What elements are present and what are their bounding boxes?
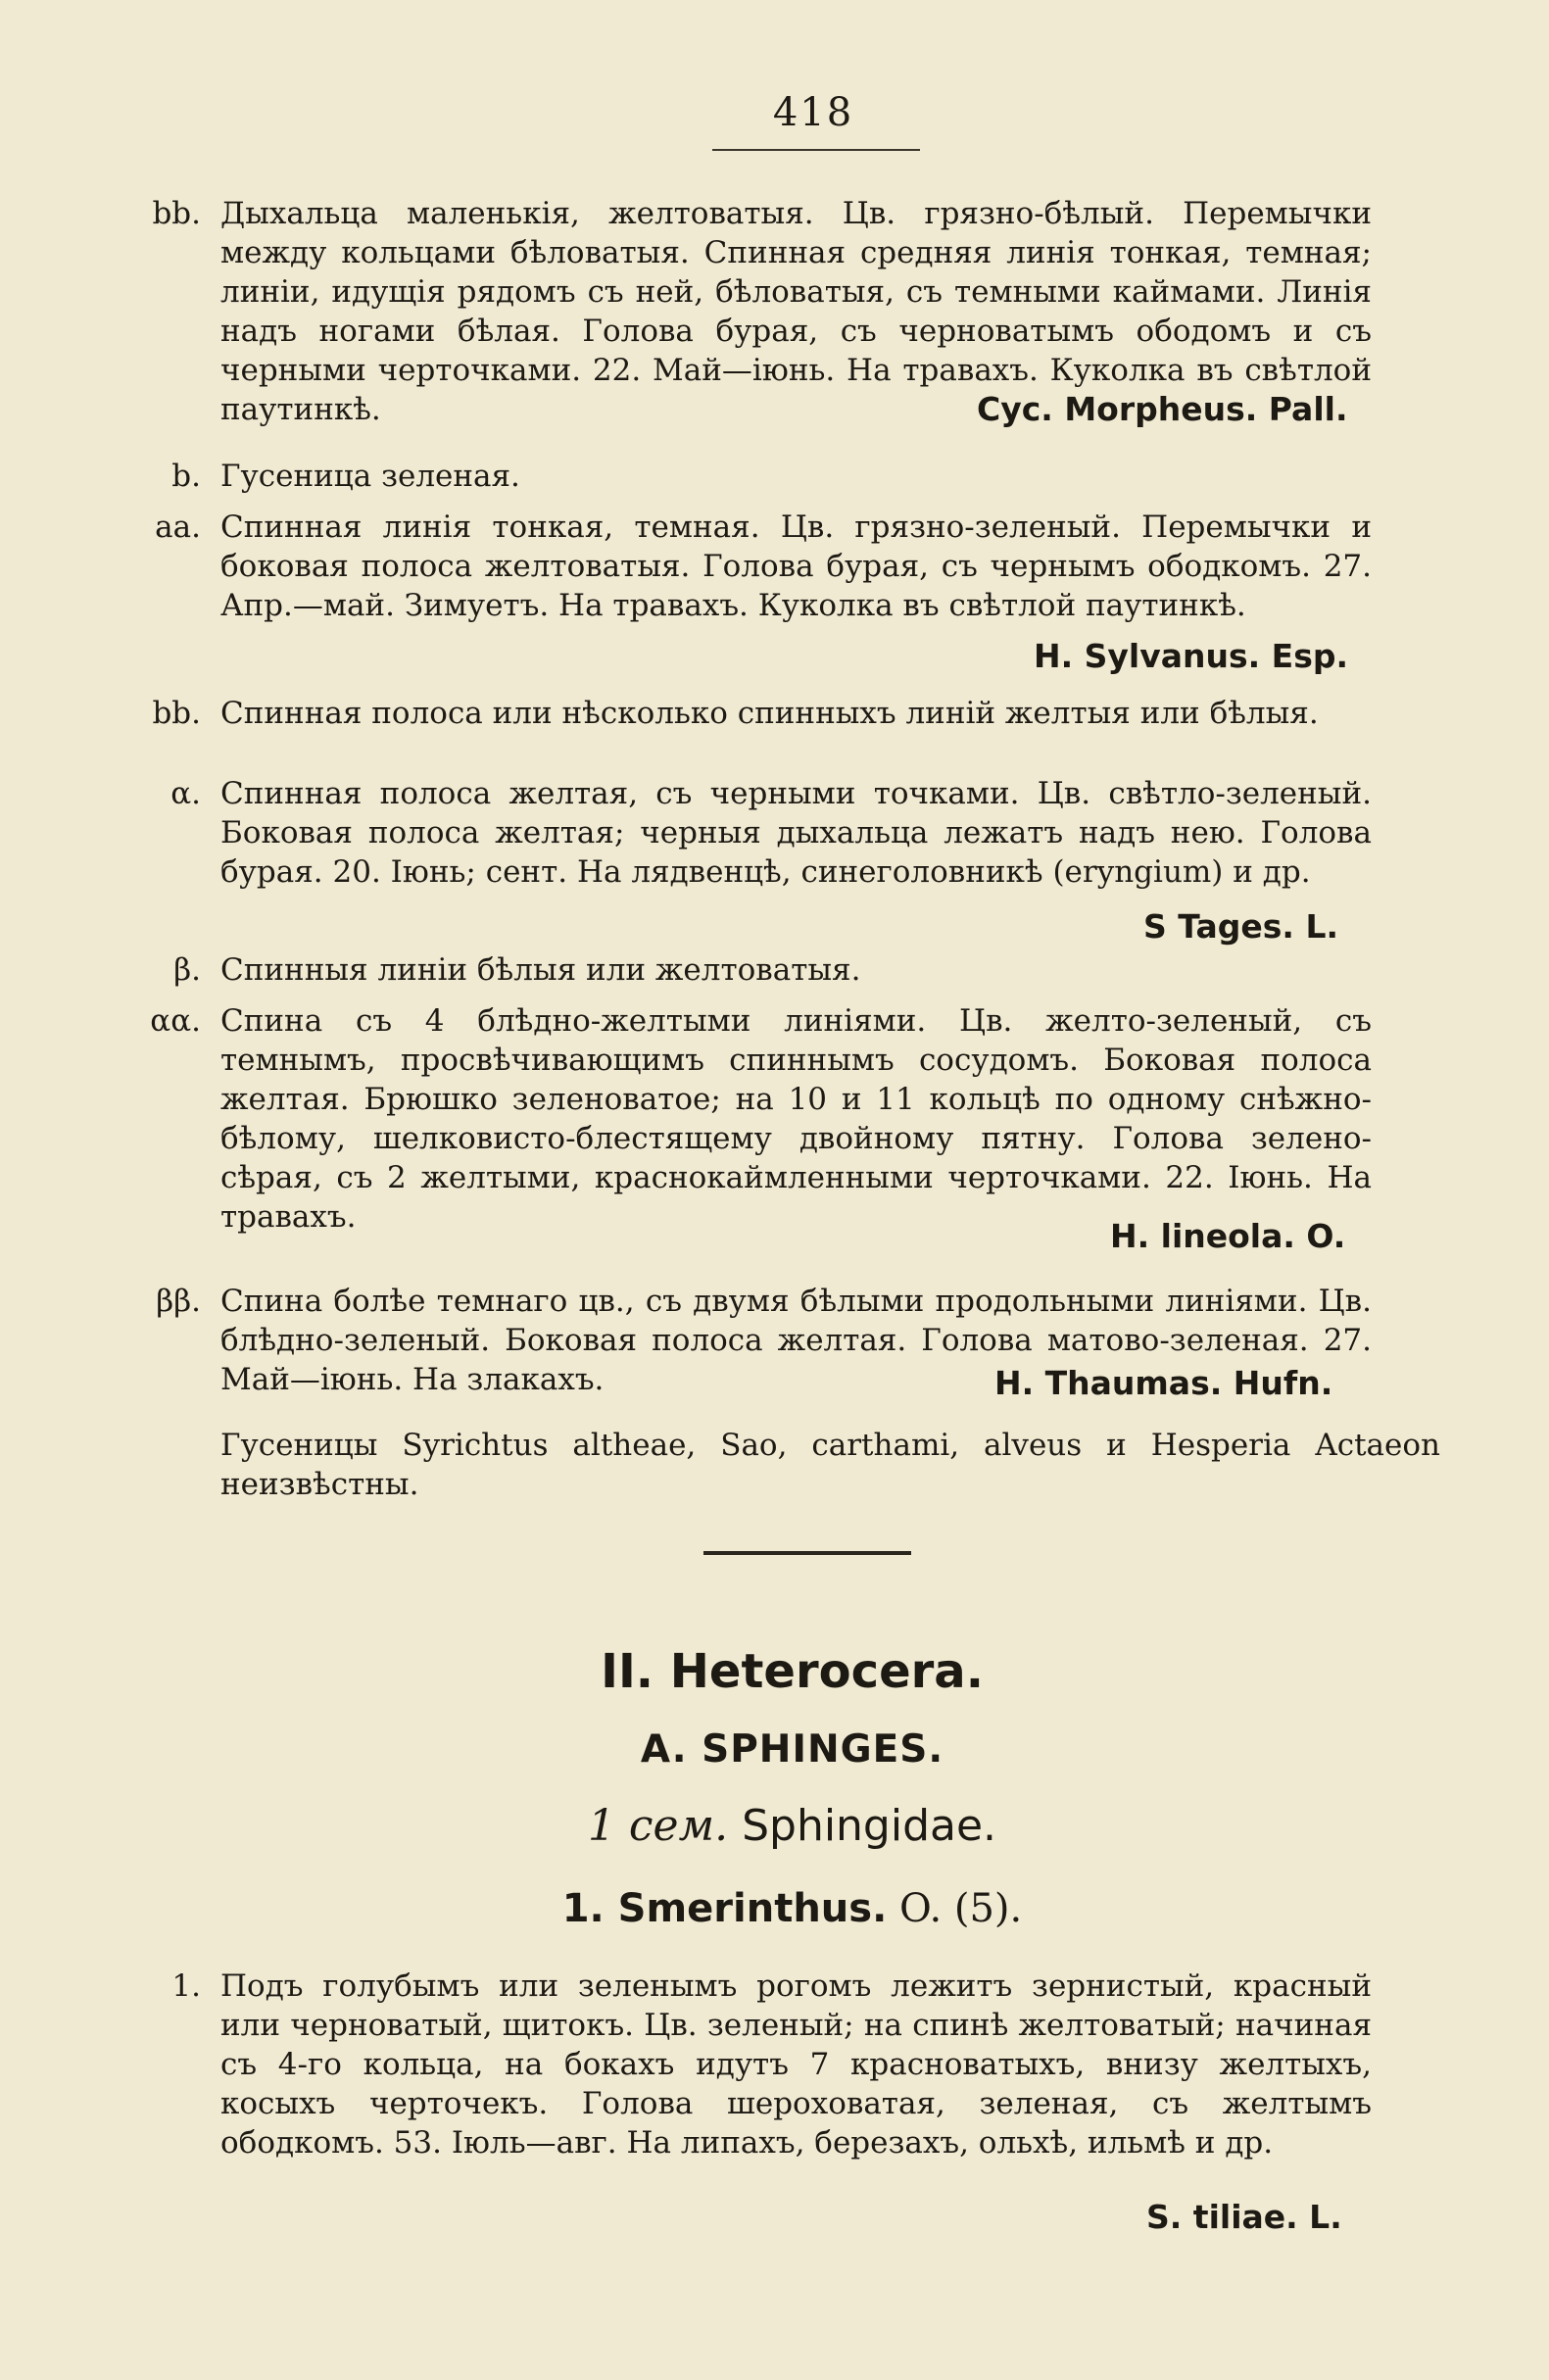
species-name: H. Sylvanus. Esp.: [1034, 637, 1349, 675]
entry-text: Спина съ 4 блѣдно-желтыми линіями. Цв. желто-зеленый, съ темнымъ, просвѣчивающимъ спиннымъ сосудомъ. Боковая полоса желтая. Брюшко зеленоватое; на 10 и 11 кольцѣ по одному снѣжно-бѣлому, шелковисто-блестящему двойному пятну. Голова зелено-сѣрая, съ 2 желтыми, краснокаймленными черточками. 22. Іюнь. На травахъ.: [220, 1003, 1372, 1235]
unknown-caterpillars-note: Гусеницы Syrichtus altheae, Sao, carthami, alveus и Hesperia Actaeon неизвѣстны.: [220, 1428, 1440, 1502]
key-entry: [132, 1001, 1406, 1266]
entry-marker: aa.: [155, 510, 201, 545]
section-subtitle: A. SPHINGES.: [640, 1727, 944, 1772]
species-name: S. tiliae. L.: [1146, 2198, 1342, 2236]
species-name: H. Thaumas. Hufn.: [994, 1364, 1333, 1402]
entry-marker: αα.: [150, 1003, 201, 1039]
key-entry: [132, 457, 1406, 496]
entry-text: Спинныя линіи бѣлыя или желтоватыя.: [220, 952, 861, 988]
entry-marker: β.: [173, 952, 201, 988]
section-title: II. Heterocera.: [601, 1644, 984, 1699]
key-entry: [132, 1282, 1406, 1409]
family-prefix: 1 сем.: [587, 1801, 729, 1851]
header-rule: [712, 149, 920, 151]
genus-heading: [0, 1886, 1549, 1931]
entry-text: Дыхальца маленькія, желтоватыя. Цв. грязно-бѣлый. Перемычки между кольцами бѣловатыя. Спинная средняя линія тонкая, темная; линіи, идущія рядомъ съ ней, бѣловатыя, съ темными каймами. Линія надъ ногами бѣлая. Голова бурая, съ черноватымъ ободомъ и съ черными черточками. 22. Май—іюнь. На травахъ. Куколка въ свѣтлой паутинкѣ.: [220, 196, 1372, 427]
entry-text: Спинная полоса или нѣсколько спинныхъ линій желтыя или бѣлыя.: [220, 696, 1319, 731]
entry-marker: bb.: [152, 696, 201, 731]
entry-marker: 1.: [171, 1968, 201, 2004]
entry-text: Спинная полоса желтая, съ черными точками. Цв. свѣтло-зеленый. Боковая полоса желтая; черныя дыхальца лежатъ надъ нею. Голова бурая. 20. Іюнь; сент. На лядвенцѣ, синеголовникѣ (eryngium) и др.: [220, 776, 1372, 890]
entry-marker: ββ.: [156, 1284, 201, 1319]
entry-marker: bb.: [152, 196, 201, 231]
entry-marker: b.: [171, 459, 201, 494]
section-divider: [703, 1551, 911, 1555]
genus-name: 1. Smerinthus.: [561, 1886, 888, 1931]
key-entry: [132, 508, 1406, 674]
entry-text: Подъ голубымъ или зеленымъ рогомъ лежитъ зернистый, красный или черноватый, щитокъ. Цв. зеленый; на спинѣ желтоватый; начиная съ 4-го кольца, на бокахъ идутъ 7 красноватыхъ, внизу желтыхъ, косыхъ черточекъ. Голова шероховатая, зеленая, съ желтымъ ободкомъ. 53. Іюль—авг. На липахъ, березахъ, ольхѣ, ильмѣ и др.: [220, 1968, 1372, 2161]
species-name: S Tages. L.: [1143, 907, 1339, 946]
family-name: Sphingidae.: [742, 1801, 997, 1851]
key-entry: [132, 950, 1406, 990]
genus-author: O. (5).: [899, 1886, 1023, 1931]
entry-text: Спина болѣе темнаго цв., съ двумя бѣлыми продольными линіями. Цв. блѣдно-зеленый. Боковая полоса желтая. Голова матово-зеленая. 27. Май—іюнь. На злакахъ.: [220, 1284, 1372, 1397]
species-entry: [132, 1967, 1406, 2236]
key-entry: [132, 194, 1406, 459]
key-entry: [132, 774, 1406, 946]
species-name: H. lineola. O.: [1110, 1217, 1346, 1255]
species-name: Cyc. Morpheus. Pall.: [977, 390, 1348, 428]
key-entry: [132, 694, 1406, 772]
entry-text: Гусеница зеленая.: [220, 459, 520, 494]
entry-text: Спинная линія тонкая, темная. Цв. грязно-зеленый. Перемычки и боковая полоса желтоватыя. Голова бурая, съ чернымъ ободкомъ. 27. Апр.—май. Зимуетъ. На травахъ. Куколка въ свѣтлой паутинкѣ.: [220, 510, 1372, 623]
entry-marker: α.: [170, 776, 201, 811]
page-number: 418: [772, 90, 854, 135]
family-heading: [0, 1801, 1549, 1851]
